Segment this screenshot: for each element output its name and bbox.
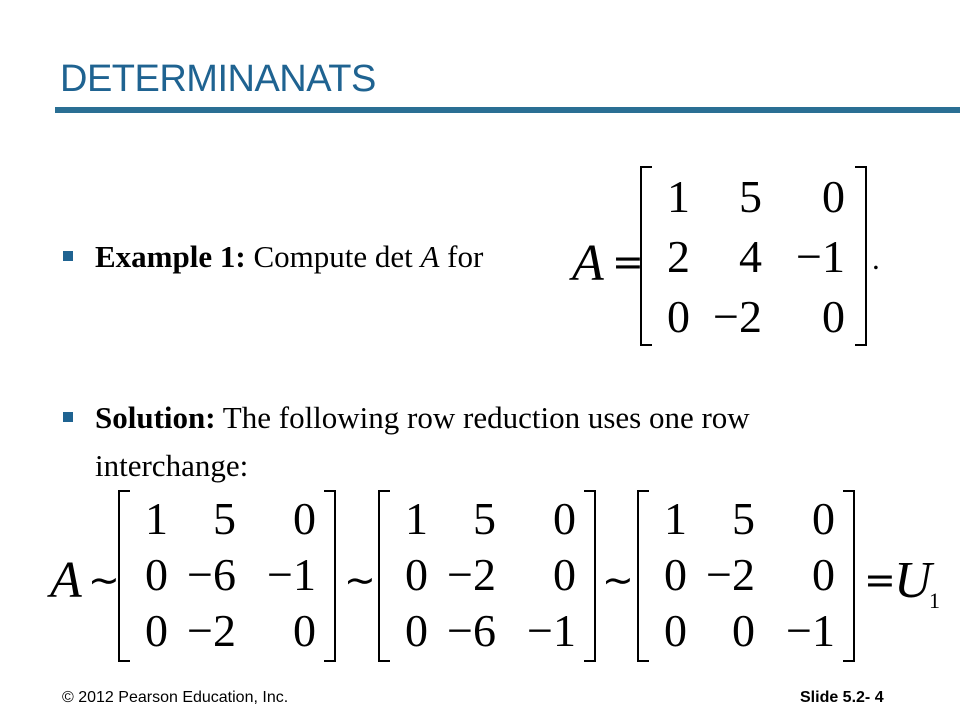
- solution-line-2: interchange:: [95, 448, 249, 483]
- matrix-cell: 1: [405, 493, 428, 544]
- footer-copyright: © 2012 Pearson Education, Inc.: [62, 689, 289, 706]
- matrix-cell: 0: [293, 493, 316, 544]
- matrix-cell: 1: [145, 493, 168, 544]
- matrix-cell: 0: [405, 605, 428, 656]
- matrix-cell: 0: [405, 549, 428, 600]
- footer-slide-number: Slide 5.2- 4: [800, 689, 884, 706]
- matrix-cell: 0: [822, 171, 845, 222]
- right-bracket: [324, 490, 336, 662]
- result-u: U: [894, 552, 932, 609]
- sim-operator-2: ∼: [344, 558, 376, 602]
- example-text: Compute det: [245, 239, 421, 274]
- example-period: .: [872, 241, 880, 276]
- matrix-cell: −1: [796, 231, 845, 282]
- sim-operator-1: ∼: [88, 558, 120, 602]
- matrix-cell: −1: [786, 605, 835, 656]
- matrix-step-3: [637, 490, 855, 662]
- solution-text: The following row reduction uses one row: [215, 400, 750, 435]
- result-subscript: 1: [929, 588, 940, 613]
- matrix-cell: −6: [447, 605, 496, 656]
- matrix-cell: −1: [527, 605, 576, 656]
- matrix-cell: −2: [187, 605, 236, 656]
- matrix-cell: 2: [667, 231, 690, 282]
- right-bracket: [855, 166, 867, 346]
- example-label: Example 1:: [95, 239, 246, 274]
- bullet-square-icon: [63, 251, 73, 261]
- matrix-cell: 4: [739, 231, 762, 282]
- matrix-cell: 0: [553, 493, 576, 544]
- right-bracket: [584, 490, 596, 662]
- matrix-cell: 0: [293, 605, 316, 656]
- sim-operator-3: ∼: [602, 558, 634, 602]
- example-var: A: [420, 239, 440, 274]
- matrix-cell: 5: [732, 493, 755, 544]
- matrix-cell: 0: [145, 549, 168, 600]
- matrix-cell: 0: [732, 605, 755, 656]
- matrix-cell: 0: [812, 493, 835, 544]
- matrix-cell: 1: [664, 493, 687, 544]
- example-for: for: [439, 239, 484, 274]
- slide-title: DETERMINANATS: [60, 58, 376, 100]
- bullet-square-icon: [63, 412, 73, 422]
- matrix-cell: 0: [664, 549, 687, 600]
- matrix-a: [640, 166, 867, 346]
- reduction-lhs: A: [50, 552, 82, 609]
- matrix-cell: 5: [739, 171, 762, 222]
- matrix-cell: 0: [667, 291, 690, 342]
- solution-label: Solution:: [95, 400, 216, 435]
- matrix-cell: 0: [822, 291, 845, 342]
- matrix-cell: −2: [447, 549, 496, 600]
- matrix-cell: 1: [667, 171, 690, 222]
- right-bracket: [843, 490, 855, 662]
- matrix-cell: 0: [553, 549, 576, 600]
- example-lhs: A: [572, 235, 604, 292]
- matrix-cell: 5: [473, 493, 496, 544]
- matrix-step-1: [118, 490, 336, 662]
- matrix-step-2: [378, 490, 596, 662]
- matrix-cell: −6: [187, 549, 236, 600]
- matrix-cell: −2: [706, 549, 755, 600]
- matrix-cell: 5: [213, 493, 236, 544]
- solution-line-1: [95, 400, 750, 436]
- matrix-cell: −1: [267, 549, 316, 600]
- title-underline: [55, 107, 960, 113]
- example-equals: =: [612, 240, 644, 284]
- matrix-cell: 0: [664, 605, 687, 656]
- matrix-cell: 0: [145, 605, 168, 656]
- example-line: [95, 239, 483, 275]
- reduction-equals: =: [864, 558, 896, 602]
- matrix-cell: −2: [713, 291, 762, 342]
- matrix-cell: 0: [812, 549, 835, 600]
